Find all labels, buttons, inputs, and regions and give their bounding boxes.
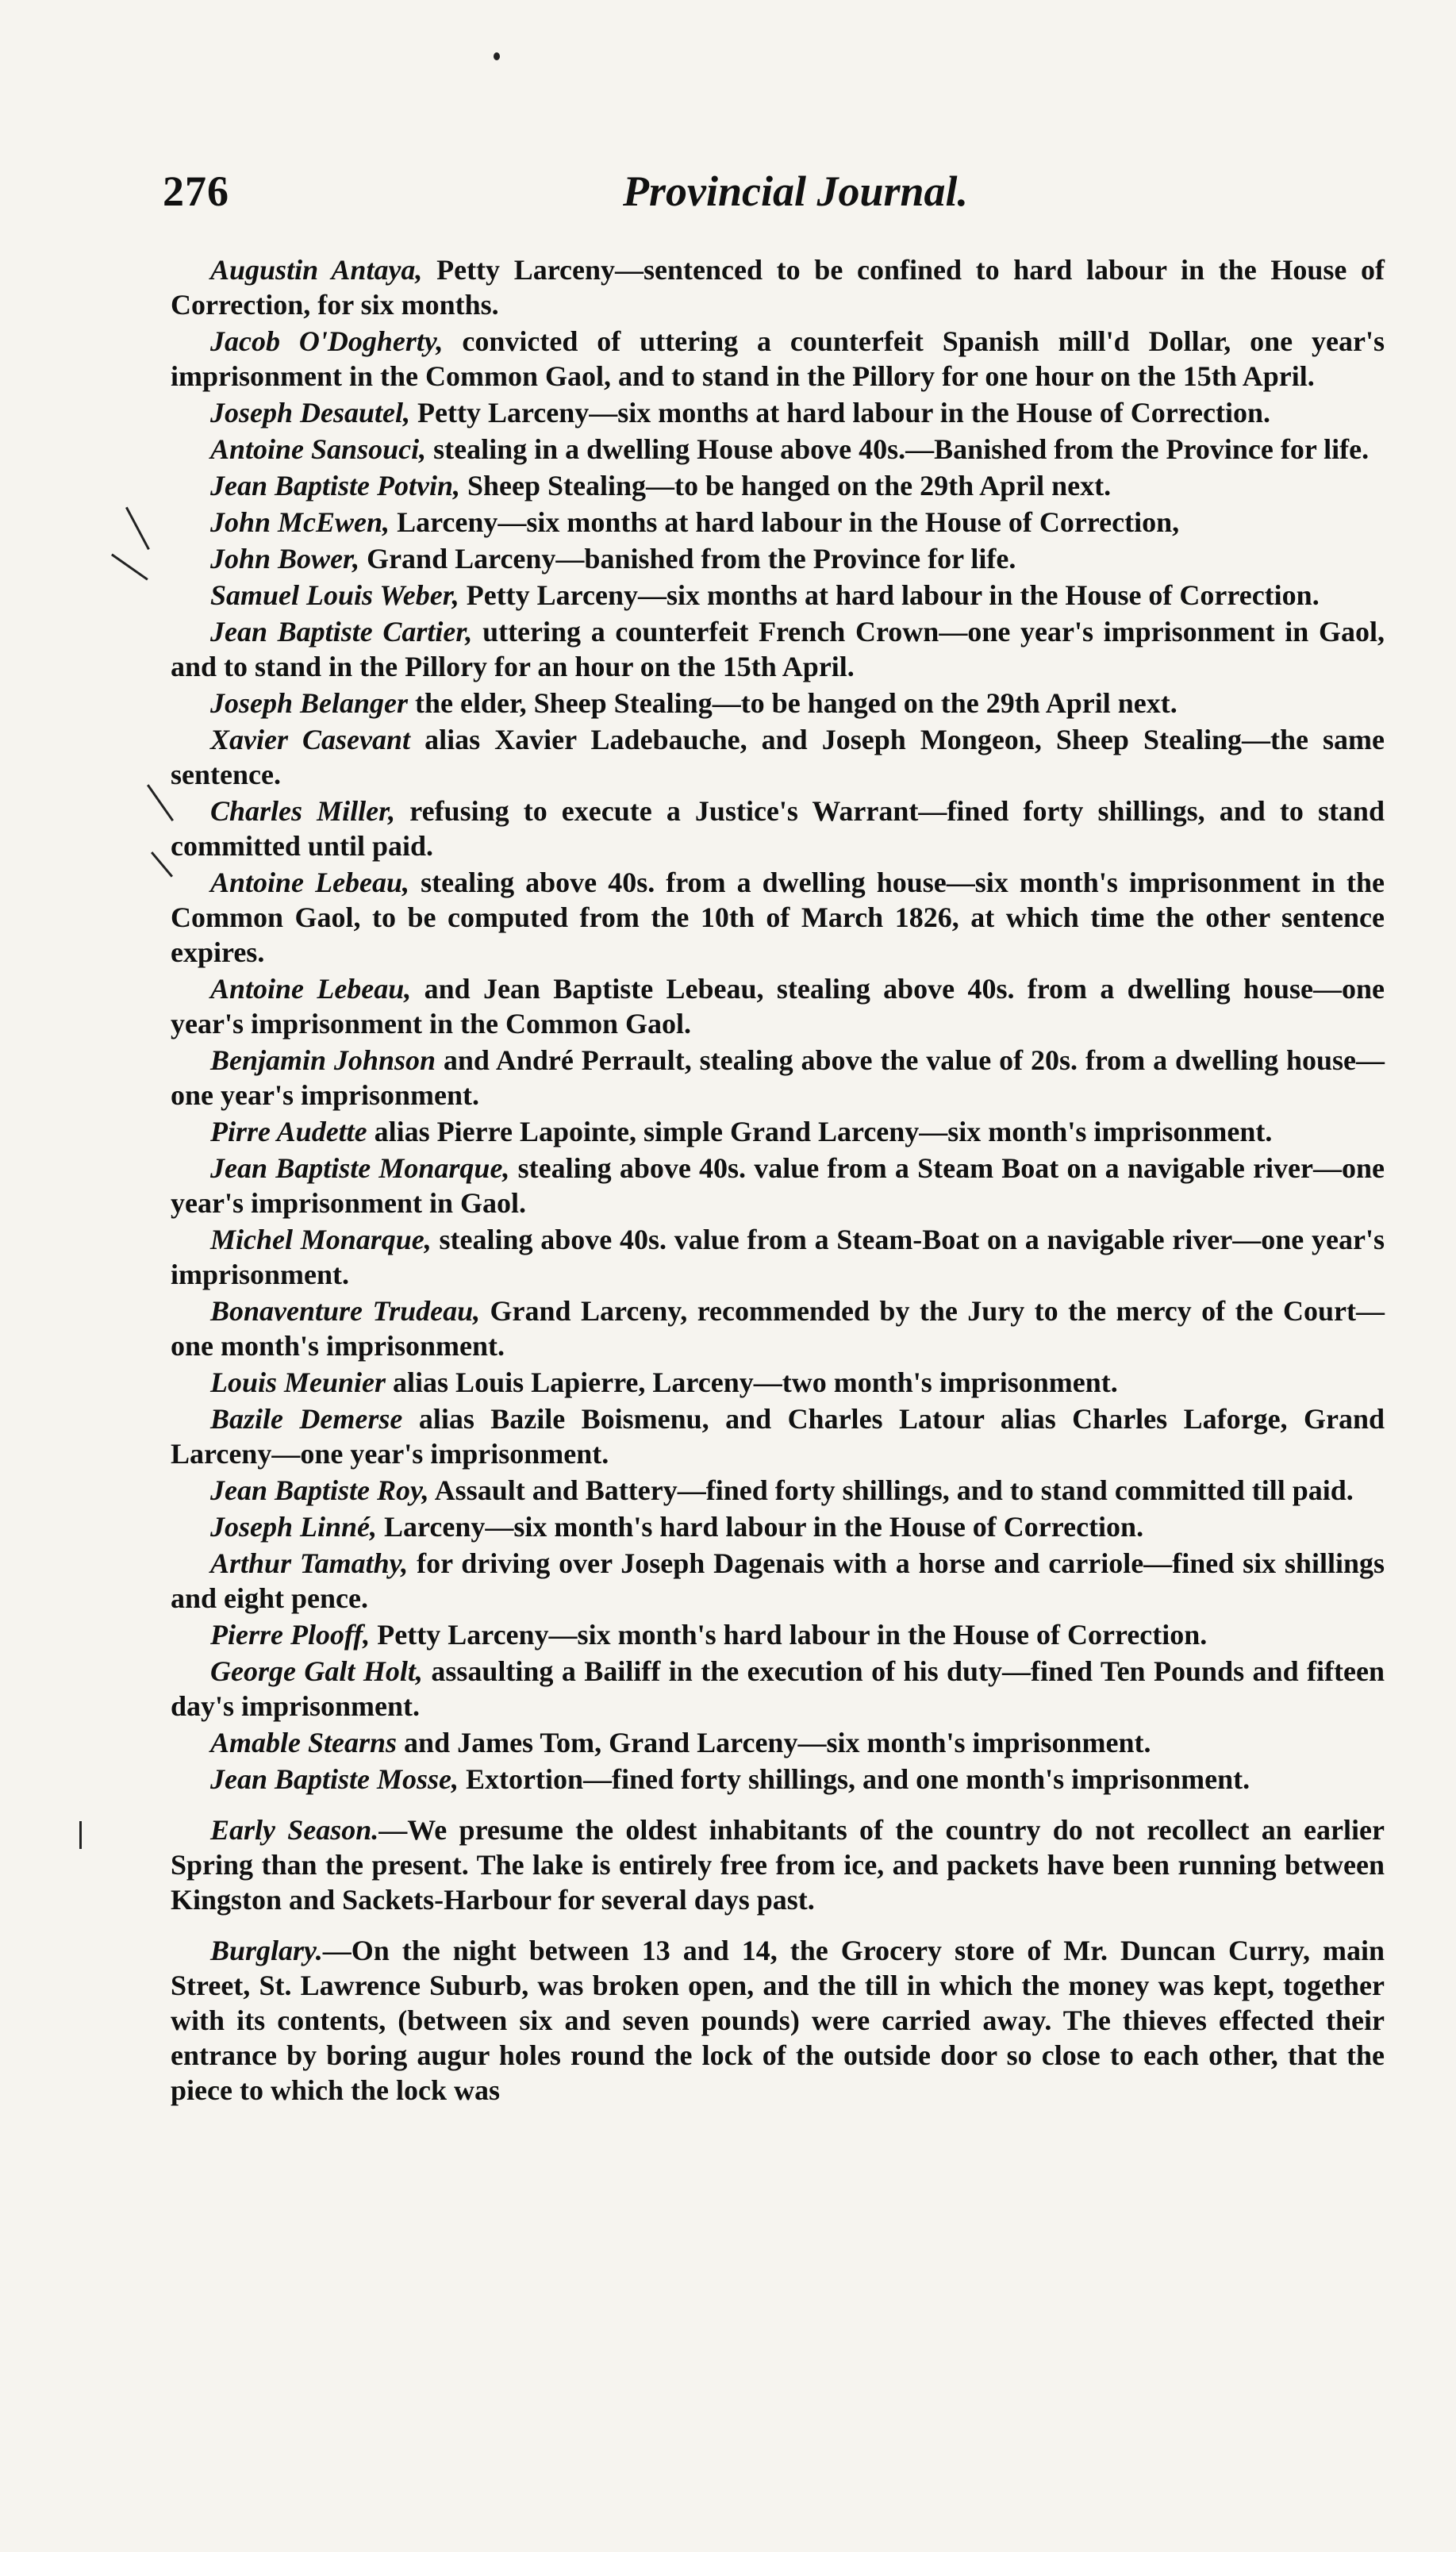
sentence-text: alias Louis Lapierre, Larceny—two month's imprisonment. (386, 1366, 1118, 1398)
sentence-entry (171, 541, 1385, 576)
news-text: —On the night between 13 and 14, the Grocery store of Mr. Duncan Curry, main Street, St. Lawrence Suburb, was broken open, and the till in which the money was kept, together with its contents, (between six and seven pounds) were carried away. The thieves effected their entrance by boring augur holes round the lock of the outside door so close to each other, that the piece to which the lock was (171, 1935, 1385, 2106)
sentence-text: stealing above 40s. from a dwelling house—six month's imprisonment in the Common Gaol, to be computed from the 10th of March 1826, at which time the other sentence expires. (171, 867, 1385, 968)
defendant-name: Joseph Belanger (210, 687, 409, 719)
margin-mark (151, 851, 173, 878)
sentence-text: Petty Larceny—six months at hard labour in the House of Correction. (459, 579, 1320, 611)
sentence-entry (171, 395, 1385, 430)
sentence-text: Petty Larceny—six month's hard labour in the House of Correction. (370, 1619, 1208, 1651)
defendant-name: John McEwen, (210, 506, 390, 538)
defendant-name: Jean Baptiste Mosse, (210, 1763, 459, 1795)
sentence-entry (171, 865, 1385, 970)
sentence-text: for driving over Joseph Dagenais with a horse and carriole—fined six shillings and eight pence. (171, 1547, 1385, 1614)
sentence-entry (171, 1654, 1385, 1724)
sentence-entry (171, 1546, 1385, 1616)
sentence-text: Petty Larceny—sentenced to be confined to hard labour in the House of Correction, for six months. (171, 254, 1385, 321)
defendant-name: Arthur Tamathy, (210, 1547, 409, 1579)
news-items (171, 1812, 1385, 2108)
news-text: —We presume the oldest inhabitants of the country do not recollect an earlier Spring than the present. The lake is entirely free from ice, and packets have been running between Kingston and Sackets-Harbour for several days past. (171, 1814, 1385, 1916)
sentence-text: refusing to execute a Justice's Warrant—fined forty shillings, and to stand committed until paid. (171, 795, 1385, 862)
sentence-entry (171, 1114, 1385, 1149)
defendant-name: Amable Stearns (210, 1727, 398, 1758)
defendant-name: Xavier Casevant (210, 724, 411, 755)
sentence-text: Petty Larceny—six months at hard labour in the House of Correction. (410, 397, 1270, 429)
sentence-text: the elder, Sheep Stealing—to be hanged on the 29th April next. (408, 687, 1177, 719)
sentence-text: Sheep Stealing—to be hanged on the 29th April next. (460, 470, 1112, 502)
sentence-entry (171, 614, 1385, 684)
sentence-entry (171, 794, 1385, 863)
sentence-text: convicted of uttering a counterfeit Spanish mill'd Dollar, one year's imprisonment in the Common Gaol, and to stand in the Pillory for one hour on the 15th April. (171, 325, 1385, 392)
defendant-name: Jacob O'Dogherty, (210, 325, 444, 357)
defendant-name: Jean Baptiste Cartier, (210, 616, 473, 648)
sentence-entry (171, 252, 1385, 322)
defendant-name: Pierre Plooff, (210, 1619, 371, 1651)
defendant-name: Benjamin Johnson (210, 1044, 436, 1076)
running-title: Provincial Journal. (623, 167, 969, 215)
sentence-entry (171, 1043, 1385, 1113)
margin-mark (125, 507, 150, 550)
sentence-entry (171, 324, 1385, 394)
margin-mark (147, 784, 174, 821)
defendant-name: Samuel Louis Weber, (210, 579, 459, 611)
sentence-text: stealing above 40s. value from a Steam-Boat on a navigable river—one year's imprisonment. (171, 1224, 1385, 1290)
sentence-text: Larceny—six month's hard labour in the House of Correction. (377, 1511, 1144, 1543)
defendant-name: Antoine Sansouci, (210, 433, 427, 465)
sentence-text: and André Perrault, stealing above the value of 20s. from a dwelling house—one year's imprisonment. (171, 1044, 1385, 1111)
defendant-name: Michel Monarque, (210, 1224, 432, 1255)
sentence-entry (171, 1365, 1385, 1400)
defendant-name: Joseph Desautel, (210, 397, 410, 429)
page-header (163, 167, 1385, 230)
sentence-text: stealing in a dwelling House above 40s.—Banished from the Province for life. (426, 433, 1370, 465)
defendant-name: Bazile Demerse (210, 1403, 403, 1435)
sentence-entry (171, 1401, 1385, 1471)
defendant-name: George Galt Holt, (210, 1655, 423, 1687)
defendant-name: Antoine Lebeau, (210, 867, 410, 898)
defendant-name: Antoine Lebeau, (210, 973, 412, 1005)
body-text (171, 252, 1385, 2109)
news-title: Burglary. (210, 1935, 323, 1966)
defendant-name: John Bower, (210, 543, 360, 575)
margin-mark (79, 1821, 82, 1849)
sentence-text: Larceny—six months at hard labour in the House of Correction, (390, 506, 1180, 538)
sentence-entry (171, 432, 1385, 467)
sentence-text: Grand Larceny—banished from the Province for life. (359, 543, 1016, 575)
sentence-text: alias Bazile Boismenu, and Charles Latour alias Charles Laforge, Grand Larceny—one year's imprisonment. (171, 1403, 1385, 1470)
defendant-name: Jean Baptiste Roy, (210, 1474, 429, 1506)
sentence-entry (171, 686, 1385, 721)
sentence-entry (171, 505, 1385, 540)
sentence-text: and Jean Baptiste Lebeau, stealing above 40s. from a dwelling house—one year's imprisonment in the Common Gaol. (171, 973, 1385, 1040)
sentence-text: alias Xavier Ladebauche, and Joseph Mongeon, Sheep Stealing—the same sentence. (171, 724, 1385, 790)
news-title: Early Season. (210, 1814, 379, 1846)
defendant-name: Bonaventure Trudeau, (210, 1295, 481, 1327)
sentence-text: stealing above 40s. value from a Steam Boat on a navigable river—one year's imprisonment in Gaol. (171, 1152, 1385, 1219)
sentence-text: Assault and Battery—fined forty shillings, and to stand committed till paid. (428, 1474, 1354, 1506)
sentence-entry (171, 1151, 1385, 1220)
sentence-entry (171, 1762, 1385, 1797)
sentence-entry (171, 1473, 1385, 1508)
defendant-name: Louis Meunier (210, 1366, 386, 1398)
news-paragraph (171, 1812, 1385, 1917)
sentence-text: Grand Larceny, recommended by the Jury to the mercy of the Court—one month's imprisonment. (171, 1295, 1385, 1362)
defendant-name: Pirre Audette (210, 1116, 367, 1147)
margin-mark (111, 554, 148, 581)
defendant-name: Jean Baptiste Monarque, (210, 1152, 510, 1184)
ink-spot (494, 52, 500, 60)
sentence-text: and James Tom, Grand Larceny—six month's imprisonment. (397, 1727, 1151, 1758)
sentence-entry (171, 468, 1385, 503)
defendant-name: Jean Baptiste Potvin, (210, 470, 460, 502)
sentence-text: alias Pierre Lapointe, simple Grand Larceny—six month's imprisonment. (367, 1116, 1273, 1147)
sentence-text: Extortion—fined forty shillings, and one month's imprisonment. (459, 1763, 1250, 1795)
defendant-name: Joseph Linné, (210, 1511, 378, 1543)
sentence-entry (171, 1725, 1385, 1760)
sentence-text: uttering a counterfeit French Crown—one year's imprisonment in Gaol, and to stand in the Pillory for an hour on the 15th April. (171, 616, 1385, 682)
sentence-entry (171, 578, 1385, 613)
news-paragraph (171, 1933, 1385, 2108)
defendant-name: Charles Miller, (210, 795, 396, 827)
sentence-entry (171, 1509, 1385, 1544)
sentence-entry (171, 722, 1385, 792)
sentence-text: assaulting a Bailiff in the execution of his duty—fined Ten Pounds and fifteen day's imprisonment. (171, 1655, 1385, 1722)
defendant-name: Augustin Antaya, (210, 254, 423, 286)
sentence-entry (171, 1293, 1385, 1363)
sentence-list (171, 252, 1385, 1797)
sentence-entry (171, 971, 1385, 1041)
sentence-entry (171, 1617, 1385, 1652)
sentence-entry (171, 1222, 1385, 1292)
page-number: 276 (163, 167, 229, 215)
